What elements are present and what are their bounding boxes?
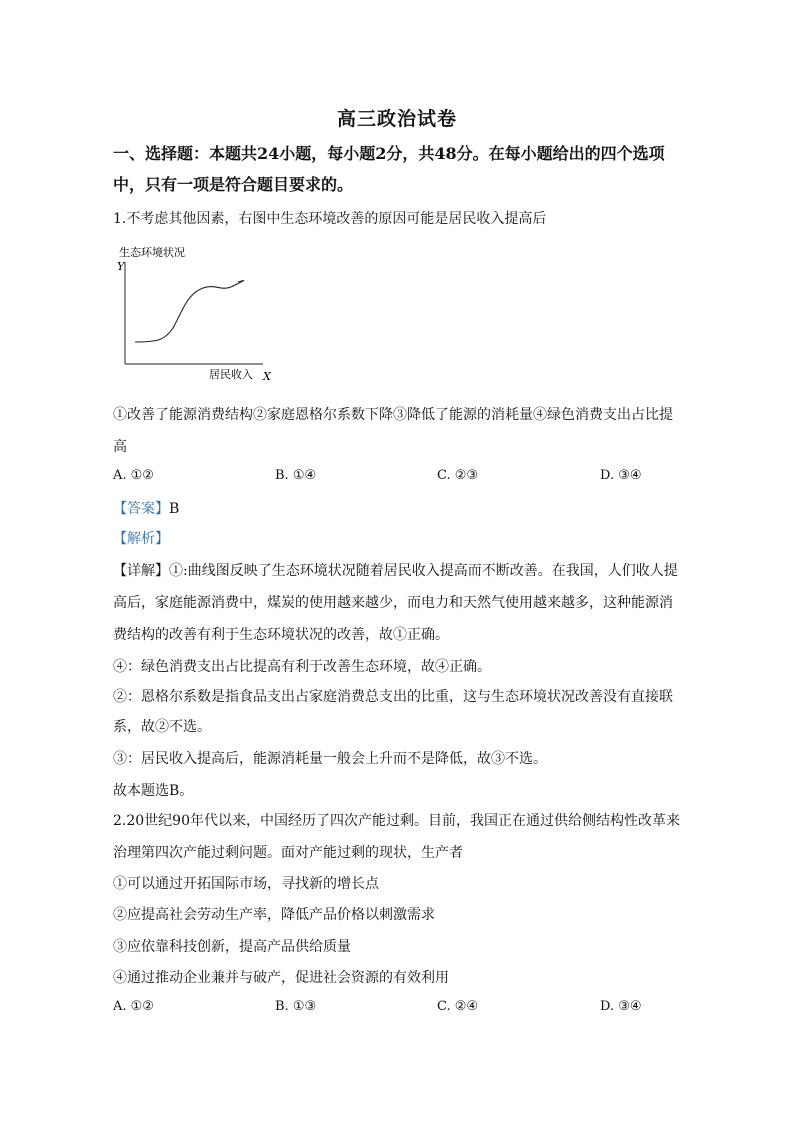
question-2-statement: ③应依靠科技创新，提高产品供给质量 [113,939,351,955]
question-1-detail-line: ③：居民收入提高后，能源消耗量一般会上升而不是降低，故③不选。 [113,751,547,767]
question-2-stem: 2.20世纪90年代以来，中国经历了四次产能过剩。目前，我国正在通过供给侧结构性改革来 [113,813,680,829]
question-2-statement: ①可以通过开拓国际市场，寻找新的增长点 [113,876,379,892]
question-2-option-c: C. ②④ [437,999,479,1014]
question-1-statements-cont: 高 [113,439,127,455]
question-1-stem: 1.不考虑其他因素，右图中生态环境改善的原因可能是居民收入提高后 [113,211,547,227]
question-1-detail-line: 系，故②不选。 [113,719,211,735]
question-1-detail-line: 故本题选B。 [113,783,194,799]
question-1-statements: ①改善了能源消费结构②家庭恩格尔系数下降③降低了能源的消耗量④绿色消费支出占比提 [113,407,673,423]
question-2-stem-cont: 治理第四次产能过剩问题。面对产能过剩的现状，生产者 [113,845,463,861]
question-2-option-a: A. ①② [113,999,154,1014]
detail-tag: 【详解】 [113,563,169,579]
question-1-detail-line: 费结构的改善有利于生态环境状况的改善，故①正确。 [113,627,449,643]
question-1-figure [113,238,293,388]
question-1-option-b: B. ①④ [275,468,317,483]
question-1-detail-line [113,560,693,580]
section-heading: 一、选择题：本题共24小题，每小题2分，共48分。在每小题给出的四个选项中，只有一项是符合题目要求的。 [113,144,665,194]
figure-curve [135,281,244,342]
question-2-statement: ④通过推动企业兼并与破产，促进社会资源的有效利用 [113,970,449,986]
question-1-analysis [113,528,693,548]
answer-tag: 【答案】 [113,501,169,517]
figure-y-label: 生态环境状况 [119,246,185,259]
figure-x-label: 居民收入 [209,368,253,381]
question-2-option-d: D. ③④ [600,999,642,1014]
question-2-option-b: B. ①③ [275,999,317,1014]
question-1-option-a: A. ①② [113,468,154,483]
detail-text: ①:曲线图反映了生态环境状况随着居民收入提高而不断改善。在我国，人们收人提 [169,563,678,579]
question-1-option-c: C. ②③ [437,468,479,483]
figure-y-axis-letter: Y [117,260,125,273]
question-1-answer [113,498,693,518]
question-1-option-d: D. ③④ [600,468,642,483]
question-1-detail-line: 高后，家庭能源消费中，煤炭的使用越来越少，而电力和天然气使用越来越多，这种能源消 [113,595,673,611]
page-title: 高三政治试卷 [336,108,457,130]
question-1-detail-line: ②：恩格尔系数是指食品支出占家庭消费总支出的比重，这与生态环境状况改善没有直接联 [113,689,673,705]
answer-value: B [169,501,180,517]
figure-x-axis-letter: X [263,370,271,383]
analysis-tag: 【解析】 [113,531,169,547]
question-1-detail-line: ④：绿色消费支出占比提高有利于改善生态环境，故④正确。 [113,659,491,675]
question-2-statement: ②应提高社会劳动生产率，降低产品价格以刺激需求 [113,907,435,923]
